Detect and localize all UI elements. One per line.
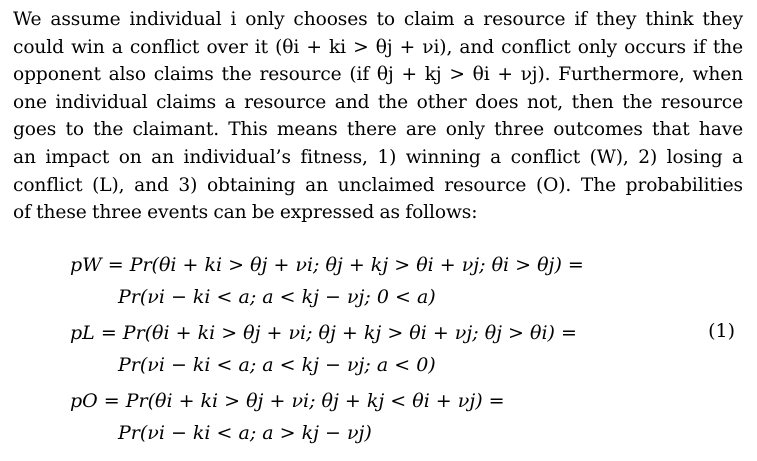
paragraph-line: We assume individual i only chooses to claim a resource if they think they <box>13 9 743 30</box>
paragraph-line: opponent also claims the resource (if θj + kj > θi + νj). Furthermore, when <box>13 64 743 86</box>
equation-po-line1: pO = Pr(θi + ki > θj + νi; θj + kj < θi + νj) = <box>70 390 505 412</box>
equation-pl-line1: pL = Pr(θi + ki > θj + νi; θj + kj > θi + νj; θj > θi) = <box>70 322 577 344</box>
equation-pw-line2: Pr(νi − ki < a; a < kj − νj; 0 < a) <box>118 286 436 308</box>
paragraph-line: one individual claims a resource and the other does not, then the resource <box>13 91 743 113</box>
equation-pl-line2: Pr(νi − ki < a; a < kj − νj; a < 0) <box>118 354 436 376</box>
paragraph-line: conflict (L), and 3) obtaining an unclaimed resource (O). The probabilities <box>13 174 743 196</box>
paragraph-line: of these three events can be expressed as follows: <box>13 202 478 224</box>
equation-po-line2: Pr(νi − ki < a; a > kj − νj) <box>118 422 372 444</box>
equation-pw-line1: pW = Pr(θi + ki > θj + νi; θj + kj > θi + νj; θi > θj) = <box>70 254 584 276</box>
paragraph-line: an impact on an individual’s fitness, 1) winning a conflict (W), 2) losing a <box>13 146 743 168</box>
equation-number: (1) <box>708 320 735 342</box>
paragraph-line: goes to the claimant. This means there are only three outcomes that have <box>13 119 743 141</box>
paragraph-line: could win a conflict over it (θi + ki > θj + νi), and conflict only occurs if the <box>13 36 743 58</box>
body-paragraph <box>13 6 743 227</box>
